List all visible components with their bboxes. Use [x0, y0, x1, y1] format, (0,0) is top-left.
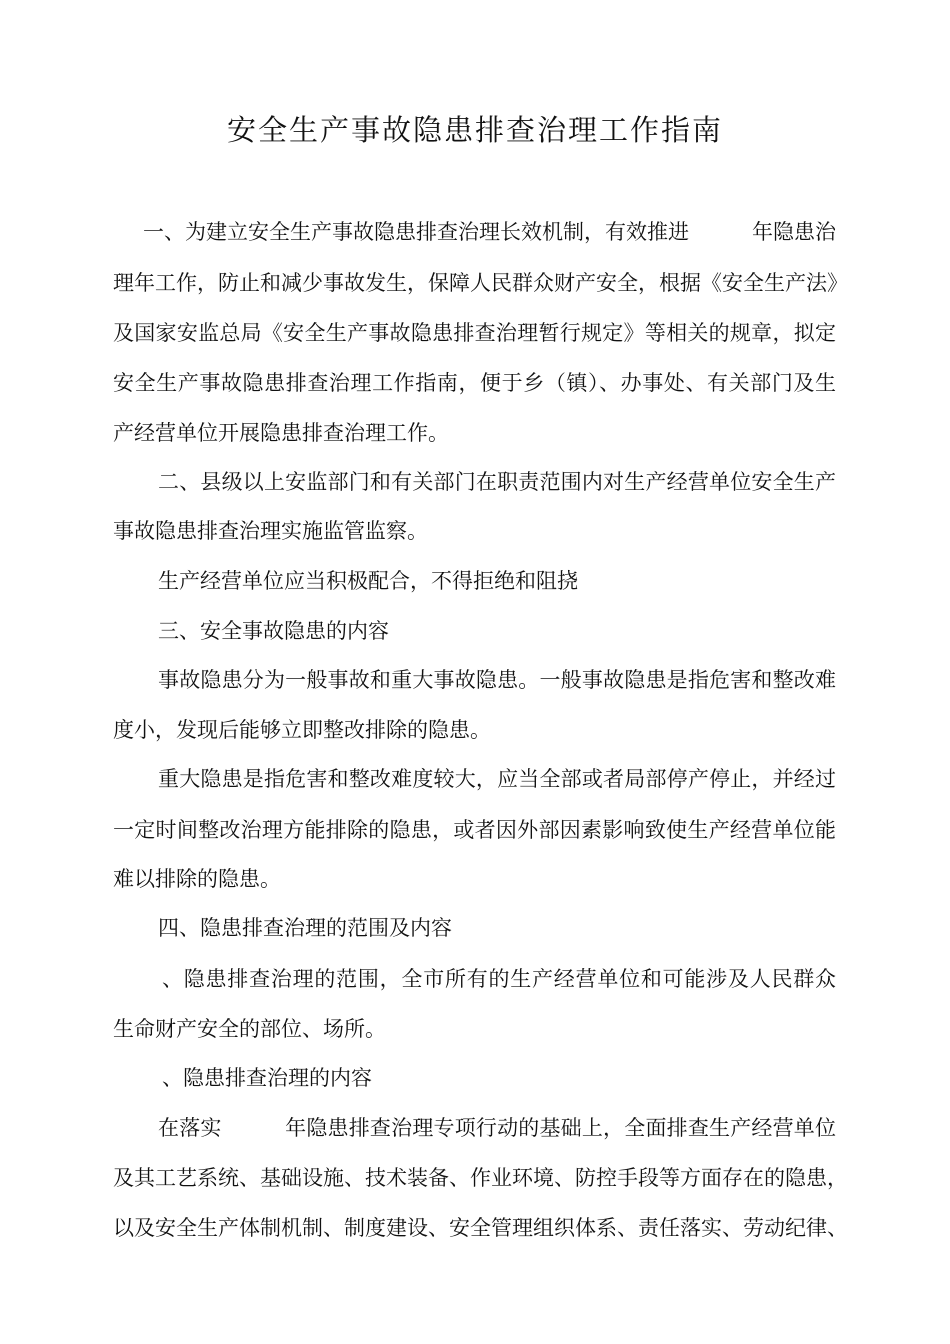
line-text: 事故隐患分为一般事故和重大事故隐患。一般事故隐患是指危害和整改难 — [158, 668, 836, 692]
line-text: 及其工艺系统、基础设施、技术装备、作业环境、防控手段等方面存在的隐患， — [113, 1166, 848, 1190]
section-heading: 三、安全事故隐患的内容 — [158, 619, 389, 643]
paragraph-line — [158, 1113, 836, 1143]
paragraph-line: 事故隐患排查治理实施监管监察。 — [113, 519, 428, 543]
line-text: 、隐患排查治理的范围，全市所有的生产经营单位和可能涉及人民群众 — [162, 967, 836, 991]
paragraph-line — [113, 268, 848, 298]
paragraph-line: 产经营单位开展隐患排查治理工作。 — [113, 421, 449, 445]
line-text: 重大隐患是指危害和整改难度较大，应当全部或者局部停产停止，并经过 — [158, 767, 836, 791]
paragraph-line — [113, 1213, 848, 1243]
line-text: 及国家安监总局《安全生产事故隐患排查治理暂行规定》等相关的规章，拟定 — [113, 321, 836, 345]
paragraph-line — [113, 1163, 848, 1193]
section-heading: 四、隐患排查治理的范围及内容 — [158, 916, 452, 940]
paragraph-line — [158, 665, 836, 695]
paragraph-line — [143, 217, 836, 247]
line-text: 安全生产事故隐患排查治理工作指南，便于乡（镇）、办事处、有关部门及生 — [113, 371, 836, 395]
paragraph-line — [113, 815, 836, 845]
paragraph-line — [113, 318, 836, 348]
paragraph-line: 、隐患排查治理的内容 — [162, 1066, 372, 1090]
paragraph-line — [113, 368, 836, 398]
document-title: 安全生产事故隐患排查治理工作指南 — [226, 113, 723, 147]
paragraph-line — [162, 964, 836, 994]
line-text: 在落实 年隐患排查治理专项行动的基础上，全面排查生产经营单位 — [158, 1116, 836, 1140]
paragraph-line: 生产经营单位应当积极配合，不得拒绝和阻挠 — [158, 569, 578, 593]
paragraph-line — [158, 764, 836, 794]
line-text: 一、为建立安全生产事故隐患排查治理长效机制，有效推进 年隐患治 — [143, 220, 836, 244]
line-text: 二、县级以上安监部门和有关部门在职责范围内对生产经营单位安全生产 — [158, 470, 836, 494]
line-text: 以及安全生产体制机制、制度建设、安全管理组织体系、责任落实、劳动纪律、 — [113, 1216, 848, 1240]
paragraph-line — [158, 467, 836, 497]
line-text: 一定时间整改治理方能排除的隐患，或者因外部因素影响致使生产经营单位能 — [113, 818, 836, 842]
line-text: 理年工作，防止和减少事故发生，保障人民群众财产安全，根据《安全生产法》 — [113, 271, 848, 295]
paragraph-line: 度小，发现后能够立即整改排除的隐患。 — [113, 718, 491, 742]
paragraph-line: 难以排除的隐患。 — [113, 867, 281, 891]
paragraph-line: 生命财产安全的部位、场所。 — [113, 1017, 386, 1041]
